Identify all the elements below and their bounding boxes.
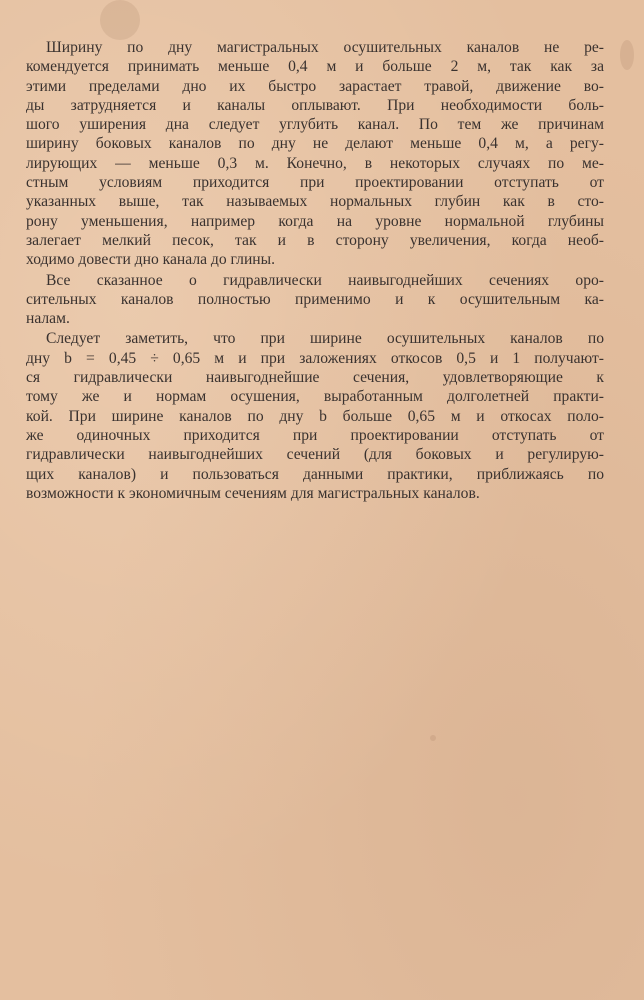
text-line: ды затрудняется и каналы оплывают. При необходимости боль- — [26, 96, 604, 114]
text-line: же одиночных приходится при проектировании отступать от — [26, 426, 604, 444]
text-line: Следует заметить, что при ширине осушительных каналов по — [46, 330, 604, 348]
paragraph-3 — [26, 329, 604, 503]
text-line: Ширину по дну магистральных осушительных каналов не ре- — [46, 39, 604, 56]
text-line: дну b = 0,45 ÷ 0,65 м и при заложениях откосов 0,5 и 1 получают- — [26, 349, 604, 367]
text-line: тому же и нормам осушения, выработанным долголетней практи- — [26, 388, 604, 406]
text-line: ся гидравлически наивыгоднейшие сечения, удовлетворяющие к — [26, 369, 604, 387]
text-line: комендуется принимать меньше 0,4 м и больше 2 м, так как за — [26, 58, 604, 76]
text-line: кой. При ширине каналов по дну b больше 0,65 м и откосах поло- — [26, 407, 604, 425]
text-line: указанных выше, так называемых нормальных глубин как в сто- — [26, 193, 604, 211]
text-line: гидравлически наивыгоднейших сечений (для боковых и регулирую- — [26, 446, 604, 464]
text-line: налам. — [26, 310, 70, 328]
text-line: ходимо довести дно канала до глины. — [26, 251, 276, 269]
body-text — [26, 38, 604, 504]
text-line: сительных каналов полностью применимо и к осушительным ка- — [26, 290, 604, 308]
paper-stain — [100, 0, 140, 40]
text-line: возможности к экономичным сечениям для магистральных каналов. — [26, 484, 480, 502]
paragraph-1 — [26, 38, 604, 270]
paragraph-2 — [26, 271, 604, 329]
text-line: залегает мелкий песок, так и в сторону увеличения, когда необ- — [26, 231, 604, 249]
text-line: ширину боковых каналов по дну не делают меньше 0,4 м, а регу- — [26, 135, 604, 153]
paper-stain — [430, 735, 436, 741]
text-line: Все сказанное о гидравлически наивыгоднейших сечениях оро- — [46, 271, 604, 289]
text-line: стным условиям приходится при проектировании отступать от — [26, 174, 604, 192]
text-line: лирующих — меньше 0,3 м. Конечно, в некоторых случаях по ме- — [26, 154, 604, 172]
text-line: шого уширения дна следует углубить канал. По тем же причинам — [26, 116, 604, 134]
text-line: щих каналов) и пользоваться данными практики, приближаясь по — [26, 465, 604, 483]
text-line: этими пределами дно их быстро зарастает травой, движение во- — [26, 77, 604, 95]
text-line: рону уменьшения, например когда на уровне нормальной глубины — [26, 212, 604, 230]
paper-stain — [620, 40, 634, 70]
